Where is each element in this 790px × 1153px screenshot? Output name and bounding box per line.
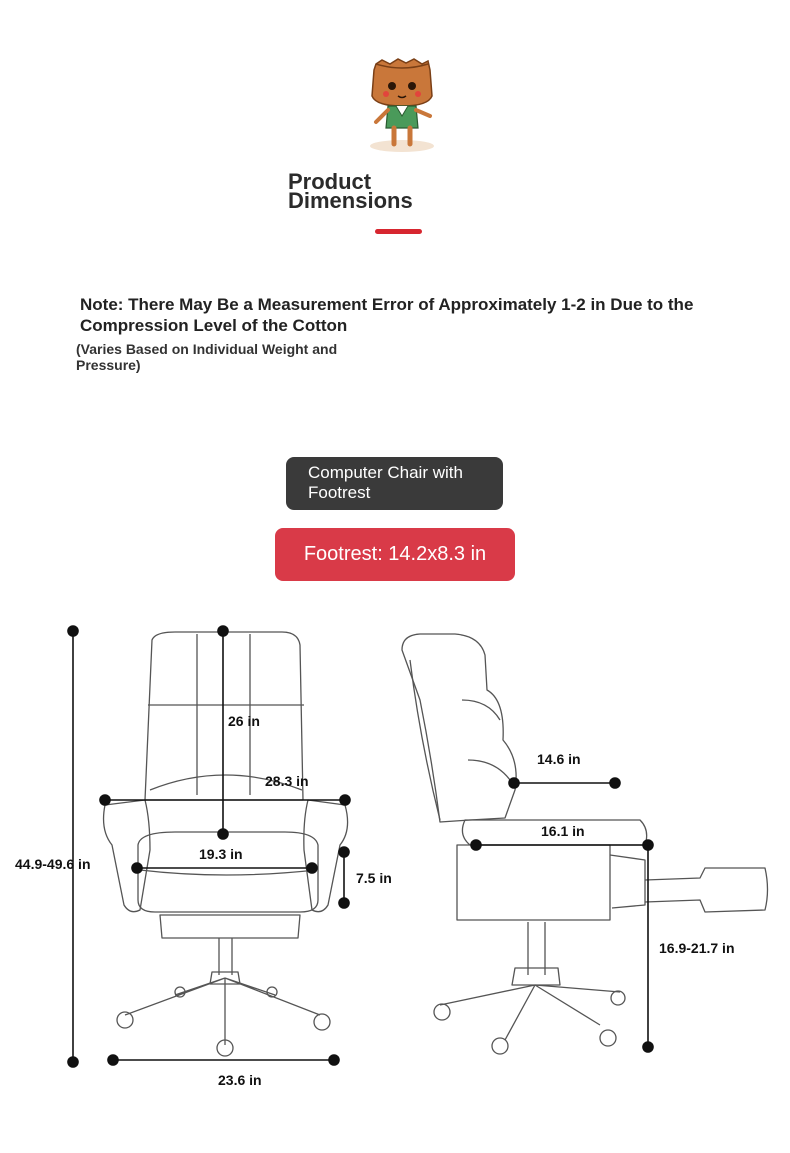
total-height-label: 44.9-49.6 in bbox=[15, 856, 91, 872]
product-label: Computer Chair with Footrest bbox=[286, 457, 503, 510]
total-height-bottom-marker bbox=[68, 1057, 78, 1067]
total-height-top-marker bbox=[68, 626, 78, 636]
seat-depth-label: 16.1 in bbox=[541, 823, 585, 839]
measurement-subnote: (Varies Based on Individual Weight and Pressure) bbox=[76, 341, 338, 373]
footrest-label: Footrest: 14.2x8.3 in bbox=[275, 528, 515, 581]
arm-width-label: 28.3 in bbox=[265, 773, 309, 789]
title-line-1: Product bbox=[288, 169, 372, 194]
back-height-label: 26 in bbox=[228, 713, 260, 729]
front-view-chair bbox=[104, 632, 348, 1056]
seat-width-label: 19.3 in bbox=[199, 846, 243, 862]
title-line-2: Dimensions bbox=[288, 188, 413, 213]
seat-height-label: 16.9-21.7 in bbox=[659, 940, 735, 956]
measurement-note: Note: There May Be a Measurement Error of Approximately 1-2 in Due to the Compression Level of the Cotton bbox=[80, 295, 694, 335]
back-depth-label: 14.6 in bbox=[537, 751, 581, 767]
side-view-chair bbox=[402, 634, 768, 1054]
dimension-lines bbox=[68, 626, 653, 1067]
cushion-thickness-label: 7.5 in bbox=[356, 870, 392, 886]
base-width-label: 23.6 in bbox=[218, 1072, 262, 1088]
